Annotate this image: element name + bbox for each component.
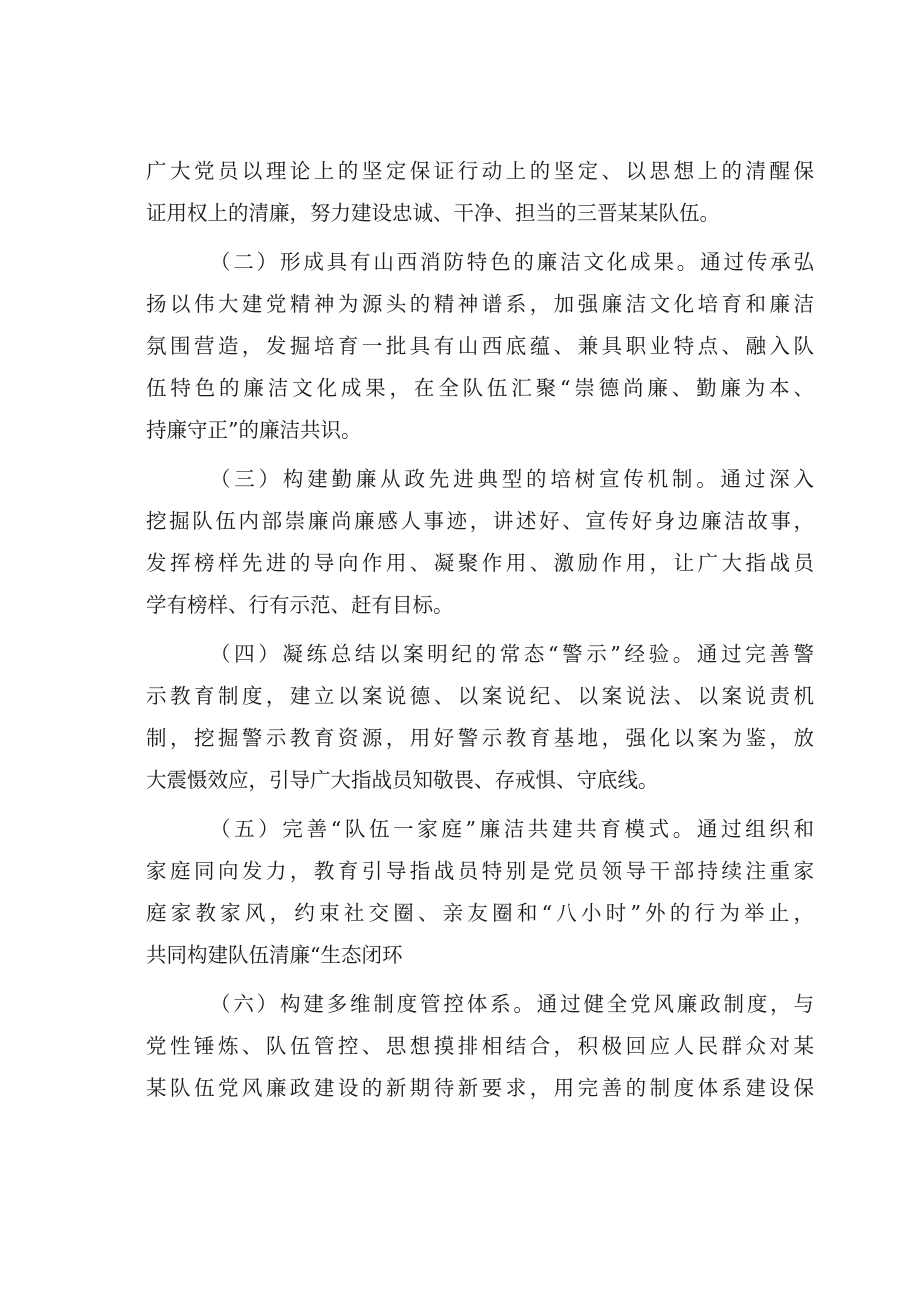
- text-line: 大震慑效应，引导广大指战员知敬畏、存戒惧、守底线。: [146, 768, 659, 792]
- paragraph-gap: [146, 976, 814, 983]
- paragraph: [146, 150, 814, 234]
- text-line: 党性锤炼、队伍管控、思想摸排相结合，积极回应人民群众对某: [146, 1034, 814, 1058]
- paragraph: [146, 458, 814, 626]
- text-line: 扬以伟大建党精神为源头的精神谱系，加强廉洁文化培育和廉洁: [146, 292, 814, 316]
- text-line: （二）形成具有山西消防特色的廉洁文化成果。通过传承弘: [210, 250, 814, 274]
- text-line: （四）凝练总结以案明纪的常态“警示”经验。通过完善警: [210, 642, 814, 666]
- paragraph-gap: [146, 626, 814, 633]
- paragraph: [146, 633, 814, 801]
- text-line: 某队伍党风廉政建设的新期待新要求，用完善的制度体系建设保: [146, 1076, 814, 1100]
- text-line: 发挥榜样先进的导向作用、凝聚作用、激励作用，让广大指战员: [146, 551, 814, 575]
- text-line: 制，挖掘警示教育资源，用好警示教育基地，强化以案为鉴，放: [146, 726, 814, 750]
- text-line: 氛围营造，发掘培育一批具有山西底蕴、兼具职业特点、融入队: [146, 334, 814, 358]
- paragraph-gap: [146, 451, 814, 458]
- text-line: 持廉守正”的廉洁共识。: [146, 418, 362, 442]
- paragraph-gap: [146, 234, 814, 241]
- text-line: 广大党员以理论上的坚定保证行动上的坚定、以思想上的清醒保: [146, 159, 814, 183]
- text-line: 庭家教家风，约束社交圈、亲友圈和“八小时”外的行为举止，: [146, 901, 814, 925]
- text-line: （三）构建勤廉从政先进典型的培树宣传机制。通过深入: [210, 467, 814, 491]
- text-line: 示教育制度，建立以案说德、以案说纪、以案说法、以案说责机: [146, 684, 814, 708]
- text-line: 共同构建队伍清廉“生态闭环: [146, 943, 403, 967]
- text-line: 挖掘队伍内部崇廉尚廉感人事迹，讲述好、宣传好身边廉洁故事，: [146, 509, 814, 533]
- document-body: [146, 150, 814, 1109]
- paragraph: [146, 983, 814, 1109]
- text-line: 学有榜样、行有示范、赶有目标。: [146, 593, 454, 617]
- text-line: 家庭同向发力，教育引导指战员特别是党员领导干部持续注重家: [146, 859, 814, 883]
- text-line: 伍特色的廉洁文化成果，在全队伍汇聚“崇德尚廉、勤廉为本、: [146, 376, 814, 400]
- text-line: （六）构建多维制度管控体系。通过健全党风廉政制度，与: [210, 992, 814, 1016]
- text-line: （五）完善“队伍一家庭”廉洁共建共育模式。通过组织和: [210, 817, 814, 841]
- paragraph: [146, 808, 814, 976]
- paragraph: [146, 241, 814, 451]
- text-line: 证用权上的清廉，努力建设忠诚、干净、担当的三晋某某队伍。: [146, 201, 720, 225]
- paragraph-gap: [146, 801, 814, 808]
